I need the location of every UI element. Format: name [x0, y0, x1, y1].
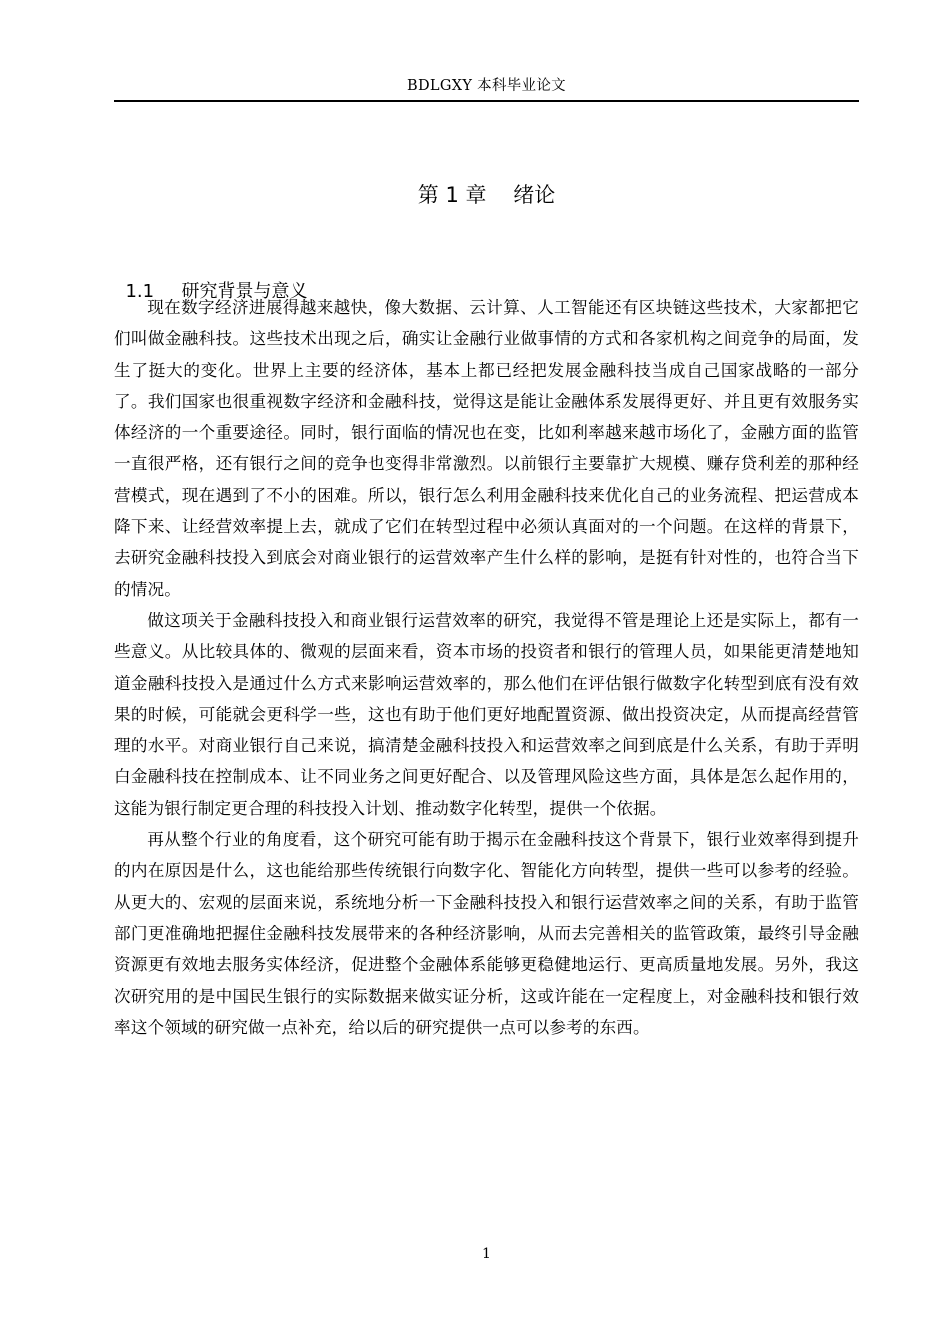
section-number: 1.1 — [125, 281, 155, 302]
paragraph-significance-macro: 再从整个行业的角度看，这个研究可能有助于揭示在金融科技这个背景下，银行业效率得到提升的内在原因是什么，这也能给那些传统银行向数字化、智能化方向转型，提供一些可以参考的经验。从更大的、宏观的层面来说，系统地分析一下金融科技投入和银行运营效率之间的关系，有助于监管部门更准确地把握住金融科技发展带来的各种经济影响，从而去完善相关的监管政策，最终引导金融资源更有效地去服务实体经济，促进整个金融体系能够更稳健地运行、更高质量地发展。另外，我这次研究用的是中国民生银行的实际数据来做实证分析，这或许能在一定程度上，对金融科技和银行效率这个领域的研究做一点补充，给以后的研究提供一点可以参考的东西。 — [114, 830, 859, 1037]
running-header: BDLGXY 本科毕业论文 — [407, 78, 566, 94]
header-divider — [114, 100, 859, 102]
body-text — [114, 292, 859, 1043]
chapter-title: 第 1 章 绪论 — [417, 183, 556, 207]
paragraph-background: 现在数字经济进展得越来越快，像大数据、云计算、人工智能还有区块链这些技术，大家都把它们叫做金融科技。这些技术出现之后，确实让金融行业做事情的方式和各家机构之间竞争的局面，发生了挺大的变化。世界上主要的经济体，基本上都已经把发展金融科技当成自己国家战略的一部分了。我们国家也很重视数字经济和金融科技，觉得这是能让金融体系发展得更好、并且更有效服务实体经济的一个重要途径。同时，银行面临的情况也在变，比如利率越来越市场化了，金融方面的监管一直很严格，还有银行之间的竞争也变得非常激烈。以前银行主要靠扩大规模、赚存贷利差的那种经营模式，现在遇到了不小的困难。所以，银行怎么利用金融科技来优化自己的业务流程、把运营成本降下来、让经营效率提上去，就成了它们在转型过程中必须认真面对的一个问题。在这样的背景下，去研究金融科技投入到底会对商业银行的运营效率产生什么样的影响，是挺有针对性的，也符合当下的情况。 — [114, 298, 859, 599]
section-title: 研究背景与意义 — [181, 281, 308, 302]
paragraph-significance-micro: 做这项关于金融科技投入和商业银行运营效率的研究，我觉得不管是理论上还是实际上，都有一些意义。从比较具体的、微观的层面来看，资本市场的投资者和银行的管理人员，如果能更清楚地知道金融科技投入是通过什么方式来影响运营效率的，那么他们在评估银行做数字化转型到底有没有效果的时候，可能就会更科学一些，这也有助于他们更好地配置资源、做出投资决定，从而提高经营管理的水平。对商业银行自己来说，搞清楚金融科技投入和运营效率之间到底是什么关系，有助于弄明白金融科技在控制成本、让不同业务之间更好配合、以及管理风险这些方面，具体是怎么起作用的，这能为银行制定更合理的科技投入计划、推动数字化转型，提供一个依据。 — [114, 610, 859, 818]
page-number: 1 — [482, 1246, 491, 1262]
